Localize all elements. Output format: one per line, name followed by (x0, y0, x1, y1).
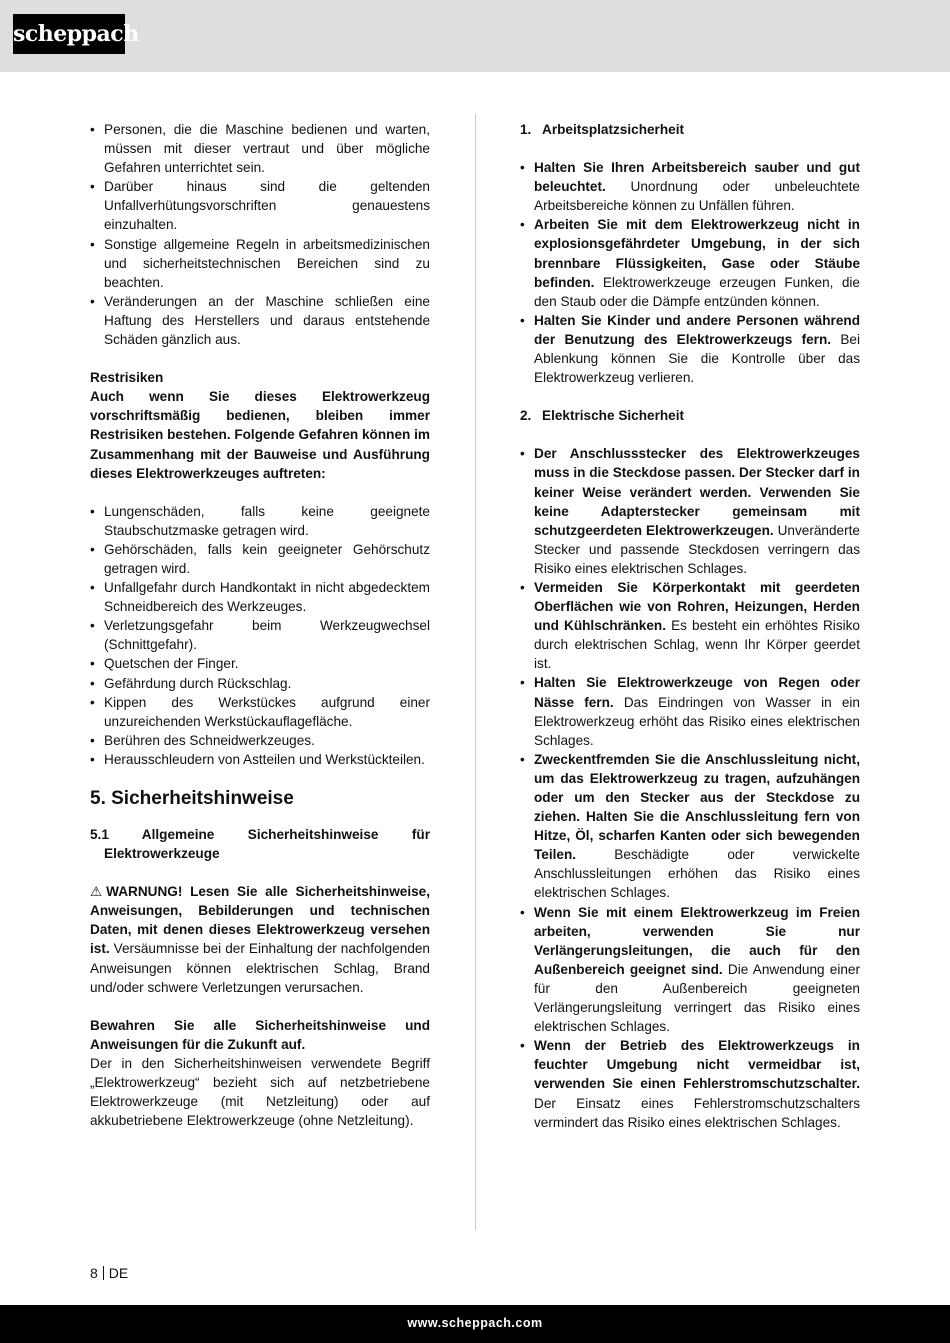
heading-number: 1. (520, 122, 532, 137)
heading-text: Arbeitsplatzsicherheit (542, 122, 685, 137)
intro-bullet-list (90, 120, 430, 349)
keep-instructions-title: Bewahren Sie alle Sicherheitshinweise und Anweisungen für die Zukunft auf. (90, 1017, 430, 1052)
electrical-bullet-list (520, 444, 860, 1131)
warning-text: Versäumnisse bei der Einhaltung der nachfolgenden Anweisungen können elektrischen Schlag, Brand und/oder schwere Verletzungen verursachen. (90, 941, 430, 995)
risk-bullet-list (90, 502, 430, 769)
list-item: • Kippen des Werkstückes aufgrund einer unzureichenden Werkstückauflagefläche. (90, 693, 430, 731)
list-item: • Lungenschäden, falls keine geeignete Staubschutzmaske getragen wird. (90, 502, 430, 540)
heading-number: 2. (520, 408, 532, 424)
list-item: • Sonstige allgemeine Regeln in arbeitsmedizinischen und sicherheitstechnischen Bereichen sind zu beachten. (90, 235, 430, 292)
list-item: • Gefährdung durch Rückschlag. (90, 674, 430, 693)
warning-paragraph (90, 882, 430, 997)
heading-electrical-safety (520, 406, 860, 425)
list-item: • Arbeiten Sie mit dem Elektrowerkzeug nicht in explosionsgefährdeter Umgebung, in der sich brennbare Flüssigkeiten, Gase oder Stäube befinden. Elektrowerkzeuge erzeugen Funken, die den Staub oder die Dämpfe entzünden können. (520, 215, 860, 310)
page-language: DE (108, 1265, 129, 1281)
list-item: • Berühren des Schneidwerkzeuges. (90, 731, 430, 750)
footer-website-link[interactable]: www.scheppach.com (407, 1316, 543, 1330)
list-item: • Halten Sie Elektrowerkzeuge von Regen oder Nässe fern. Das Eindringen von Wasser in ein Elektrowerkzeug erhöht das Risiko eines elektrischen Schlages. (520, 673, 860, 749)
list-item: • Vermeiden Sie Körperkontakt mit geerdeten Oberflächen wie von Rohren, Heizungen, Herden und Kühlschränken. Es besteht ein erhöhtes Risiko durch elektrischen Schlag, wenn Ihr Körper geerdet ist. (520, 578, 860, 673)
warning-icon: ⚠ (90, 884, 107, 900)
page-number-value: 8 (90, 1265, 98, 1281)
list-item: • Quetschen der Finger. (90, 654, 430, 673)
right-column (520, 120, 860, 1132)
header-bar (0, 0, 950, 72)
page-separator (103, 1266, 104, 1280)
list-item: • Zweckentfremden Sie die Anschlussleitung nicht, um das Elektrowerkzeug zu tragen, aufzuhängen oder um den Stecker aus der Steckdose zu ziehen. Halten Sie die Anschlussleitung fern von Hitze, Öl, scharfen Kanten oder sich bewegenden Teilen. Beschädigte oder verwickelte Anschlussleitungen erhöhen das Risiko eines elektrischen Schlages. (520, 750, 860, 903)
list-item: • Halten Sie Ihren Arbeitsbereich sauber und gut beleuchtet. Unordnung oder unbeleuchtete Arbeitsbereiche können zu Unfällen führen. (520, 158, 860, 215)
list-item: • Halten Sie Kinder und andere Personen während der Benutzung des Elektrowerkzeugs fern. Bei Ablenkung können Sie die Kontrolle über das Elektrowerkzeug verlieren. (520, 311, 860, 387)
list-item: • Herausschleudern von Astteilen und Werkstückteilen. (90, 750, 430, 769)
list-item: • Gehörschäden, falls kein geeigneter Gehörschutz getragen wird. (90, 540, 430, 578)
restrisiken-text: Auch wenn Sie dieses Elektrowerkzeug vorschriftsmäßig bedienen, bleiben immer Restrisiken bestehen. Folgende Gefahren können im Zusammenhang mit der Bauweise und Ausführung dieses Elektrowerkzeuges auftreten: (90, 389, 430, 481)
restrisiken-title: Restrisiken (90, 370, 164, 386)
workplace-bullet-list (520, 158, 860, 387)
list-item: • Unfallgefahr durch Handkontakt in nicht abgedecktem Schneidbereich des Werkzeuges. (90, 578, 430, 616)
column-divider (475, 114, 476, 1230)
scheppach-logo: scheppach (13, 14, 125, 54)
list-item: • Personen, die die Maschine bedienen und warten, müssen mit dieser vertraut und über mögliche Gefahren unterrichtet sein. (90, 120, 430, 177)
left-column (90, 120, 430, 1130)
warning-bold-text: WARNUNG! Lesen Sie alle Sicherheitshinweise, Anweisungen, Bebilderungen und technischen Daten, mit denen dieses Elektrowerkzeug versehen ist. (90, 884, 430, 957)
list-item: • Veränderungen an der Maschine schließen eine Haftung des Herstellers und daraus entstehende Schäden gänzlich aus. (90, 292, 430, 349)
subsection-title: 5.1 Allgemeine Sicherheitshinweise für Elektrowerkzeuge (90, 827, 430, 862)
list-item: • Verletzungsgefahr beim Werkzeugwechsel (Schnittgefahr). (90, 616, 430, 654)
heading-workplace-safety (520, 120, 860, 139)
list-item: • Darüber hinaus sind die geltenden Unfallverhütungsvorschriften genauestens einzuhalten. (90, 177, 430, 234)
list-item: • Der Anschlussstecker des Elektrowerkzeuges muss in die Steckdose passen. Der Stecker darf in keiner Weise verändert werden. Verwenden Sie keine Adapterstecker gemeinsam mit schutzgeerdeten Elektrowerkzeugen. Unveränderte Stecker und passende Steckdosen verringern das Risiko eines elektrischen Schlages. (520, 444, 860, 578)
list-item: • Wenn der Betrieb des Elektrowerkzeugs in feuchter Umgebung nicht vermeidbar ist, verwenden Sie einen Fehlerstromschutzschalter. Der Einsatz eines Fehlerstromschutzschalters vermindert das Risiko eines elektrischen Schlages. (520, 1036, 860, 1131)
heading-text: Elektrische Sicherheit (542, 408, 685, 424)
footer-bar (0, 1305, 950, 1343)
list-item: • Wenn Sie mit einem Elektrowerkzeug im Freien arbeiten, verwenden Sie nur Verlängerungsleitungen, die auch für den Außenbereich geeignet sind. Die Anwendung einer für den Außenbereich geeigneten Verlängerungsleitung verringert das Risiko eines elektrischen Schlages. (520, 903, 860, 1037)
keep-instructions-text: Der in den Sicherheitshinweisen verwendete Begriff „Elektrowerkzeug“ bezieht sich auf netzbetriebene Elektrowerkzeuge (mit Netzleitung) oder auf akkubetriebene Elektrowerkzeuge (ohne Netzleitung). (90, 1055, 430, 1129)
section-title: 5. Sicherheitshinweise (90, 788, 294, 809)
page-number (90, 1265, 128, 1281)
